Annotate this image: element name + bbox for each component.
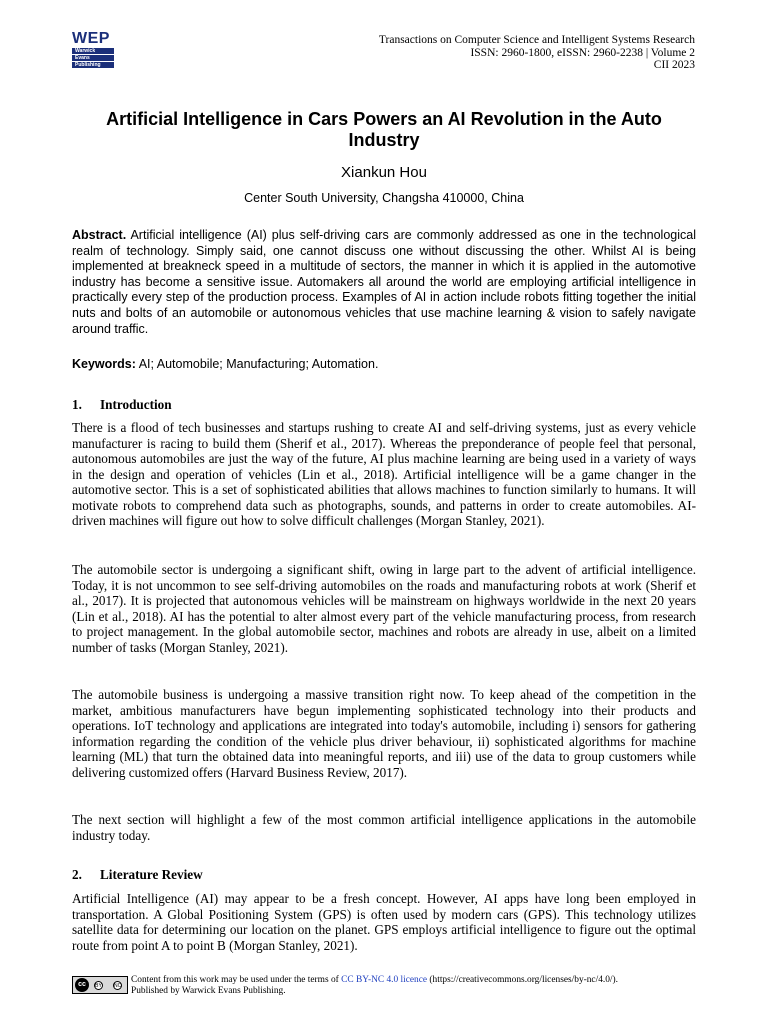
abstract-text: Artificial intelligence (AI) plus self-driving cars are commonly addressed as one in the technological realm of technology. Simply said, one cannot discuss one without discussing the other. Whilst AI is being implemented at breakneck speed in a multitude of sectors, the manner in which it is applied in the automotive industry has become a sensitive issue. Automakers all around the world are employing artificial intelligence in practically every step of the production process. Examples of AI in action include robots fitting together the initial nuts and bolts of an automobile or autonomous vehicles that use machine learning & vision to safely navigate around traffic. [72,228,696,336]
conference-line: CII 2023 [653,59,695,71]
keywords [72,357,696,373]
publisher-line: Published by Warwick Evans Publishing. [131,986,286,996]
cc-license-badge[interactable] [72,976,128,994]
logo-brand: WEP [72,30,110,47]
cc-icon: cc [75,978,89,992]
license-url: (https://creativecommons.org/licenses/by-nc/4.0/). [427,975,618,985]
logo-line: Warwick [72,48,114,54]
journal-name: Transactions on Computer Science and Intelligent Systems Research [378,34,695,46]
paper-title: Artificial Intelligence in Cars Powers an AI Revolution in the Auto Industry [106,109,662,150]
section-title: Literature Review [100,867,203,882]
by-icon: BY [95,982,102,989]
keywords-text: AI; Automobile; Manufacturing; Automation. [135,357,379,371]
keywords-label: Keywords: [72,357,136,371]
body-paragraph: Artificial Intelligence (AI) may appear to be a fresh concept. However, AI apps have long been employed in transportation. A Global Positioning System (GPS) is often used by modern cars (GPS). This technology utilizes satellite data for determining our location on the planet. GPS employs artificial intelligence to figure out the optimal route from point A to point B (Morgan Stanley, 2021). [72,891,696,953]
body-paragraph: The next section will highlight a few of the most common artificial intelligence applications in the automobile industry today. [72,812,696,843]
author-affiliation: Center South University, Changsha 410000, China [244,191,524,205]
section-number: 2. [72,867,82,882]
body-paragraph: The automobile sector is undergoing a significant shift, owing in large part to the advent of artificial intelligence. Today, it is not uncommon to see self-driving automobiles on the roads and manufacturing robots at work (Sherif et al., 2017). It is projected that autonomous vehicles will be mainstream on highways worldwide in the next 20 years (Lin et al., 2018). AI has the potential to alter almost every part of the vehicle manufacturing process, from research to project management. In the global automobile sector, machines and robots are already in use, albeit on a limited number of tasks (Morgan Stanley, 2021). [72,562,696,655]
section-title: Introduction [100,397,172,412]
license-prefix: Content from this work may be used under the terms of [131,975,342,985]
body-paragraph: There is a flood of tech businesses and startups rushing to create AI and self-driving systems, just as every vehicle manufacturer is racing to build them (Sherif et al., 2017). Whereas the preponderance of people feel that personal, autonomous automobiles are just the way of the future, AI plus machine learning are being used in a variety of ways in the design and operation of vehicles (Lin et al., 2018). Artificial intelligence will be a game changer in the automotive sector. This is a set of sophisticated abilities that allows machines to function similarly to humans. It will motivate robots to comprehend data such as photographs, sounds, and patterns in order to create automobiles. AI-driven machines will figure out how to solve difficult challenges (Morgan Stanley, 2021). [72,420,696,528]
section-heading-literature-review [72,867,696,883]
publisher-logo [72,31,114,68]
issn-line: ISSN: 2960-1800, eISSN: 2960-2238 | Volume 2 [470,46,695,59]
abstract [72,228,696,337]
body-paragraph: The automobile business is undergoing a massive transition right now. To keep ahead of the competition in the market, ambitious manufacturers have begun implementing sophisticated technology into their products and operations. IoT technology and applications are integrated into today's automobile, including i) sensors for gathering information regarding the condition of the vehicle plus driver behaviour, ii) sophisticated algorithms for machine learning (ML) that turn the obtained data into meaningful reports, and iii) use of the data to group customers while delivering customized offers (Harvard Business Review, 2017). [72,687,696,780]
section-number: 1. [72,397,82,412]
author-name: Xiankun Hou [341,164,427,181]
journal-header [275,34,695,72]
license-link[interactable]: CC BY-NC 4.0 licence [341,975,428,985]
section-heading-introduction [72,397,696,413]
abstract-label: Abstract. [72,228,127,242]
nc-icon: NC [114,982,122,989]
logo-line: Publishing [72,62,114,68]
logo-line: Evans [72,55,114,61]
license-notice [131,975,701,997]
